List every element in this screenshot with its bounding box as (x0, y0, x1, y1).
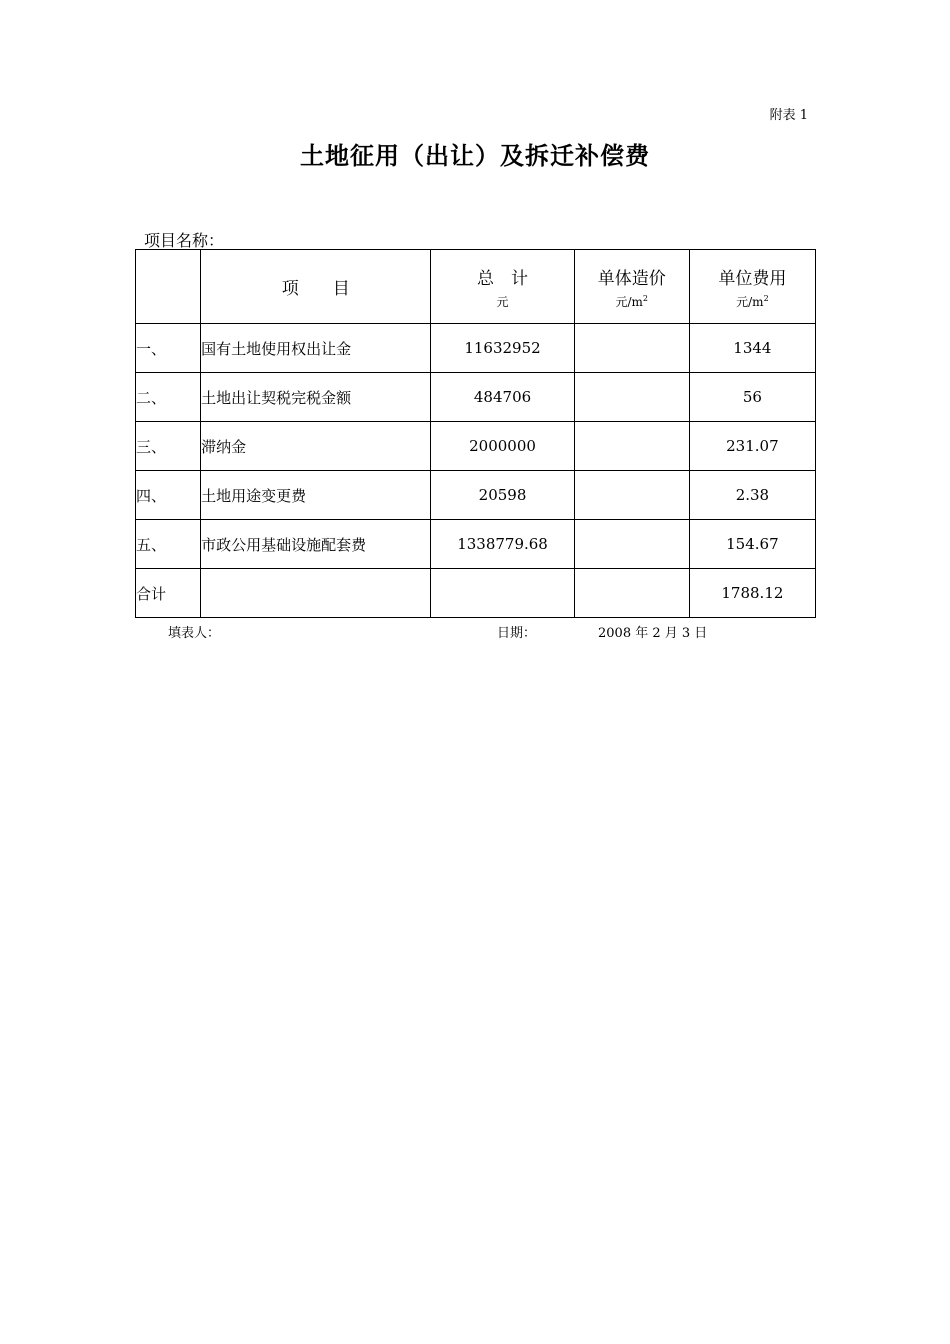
header-unit-price-unit (575, 293, 689, 310)
table-row (136, 520, 816, 569)
unit-fee-unit-text: 元/m (736, 294, 764, 309)
row-item: 国有土地使用权出让金 (201, 324, 431, 373)
row-unit-price (574, 422, 689, 471)
table-header-row (136, 250, 816, 324)
header-unit-price (574, 250, 689, 324)
total-row-item (201, 569, 431, 618)
header-total-unit: 元 (496, 294, 509, 309)
row-number: 三、 (136, 422, 201, 471)
unit-price-unit-text: 元/m (615, 294, 643, 309)
row-unit-price (574, 373, 689, 422)
row-number: 二、 (136, 373, 201, 422)
page-title: 土地征用（出让）及拆迁补偿费 (300, 142, 650, 170)
row-total: 1338779.68 (431, 520, 574, 569)
row-number: 四、 (136, 471, 201, 520)
row-total: 20598 (431, 471, 574, 520)
row-total: 2000000 (431, 422, 574, 471)
table-row (136, 471, 816, 520)
header-unit-fee (689, 250, 815, 324)
row-item: 滞纳金 (201, 422, 431, 471)
appendix-label: 附表 1 (769, 108, 808, 123)
row-unit-fee: 56 (689, 373, 815, 422)
header-item (201, 250, 431, 324)
cost-table (135, 249, 816, 618)
header-item-label: 项 目 (281, 279, 350, 299)
total-row-label: 合计 (136, 569, 201, 618)
row-unit-fee: 154.67 (689, 520, 815, 569)
total-row-unit-price (574, 569, 689, 618)
table-total-row (136, 569, 816, 618)
header-total (431, 250, 574, 324)
row-item: 土地出让契税完税金额 (201, 373, 431, 422)
row-number: 一、 (136, 324, 201, 373)
project-name-label: 项目名称： (144, 231, 225, 250)
header-unit-fee-label: 单位费用 (718, 268, 787, 289)
header-number (136, 250, 201, 324)
row-unit-fee: 1344 (689, 324, 815, 373)
row-unit-price (574, 471, 689, 520)
table-row (136, 373, 816, 422)
filler-label: 填表人： (168, 626, 221, 641)
row-unit-price (574, 520, 689, 569)
header-unit-fee-unit (690, 293, 815, 310)
unit-fee-unit-exponent: 2 (763, 293, 769, 303)
header-total-label: 总 计 (477, 268, 529, 289)
total-row-total (431, 569, 574, 618)
row-total: 484706 (431, 373, 574, 422)
total-row-unit-fee: 1788.12 (689, 569, 815, 618)
row-unit-price (574, 324, 689, 373)
row-number: 五、 (136, 520, 201, 569)
date-value: 2008 年 2 月 3 日 (598, 626, 708, 641)
row-total: 11632952 (431, 324, 574, 373)
date-label: 日期： (497, 626, 537, 641)
row-unit-fee: 2.38 (689, 471, 815, 520)
table-row (136, 324, 816, 373)
row-unit-fee: 231.07 (689, 422, 815, 471)
header-unit-price-label: 单体造价 (597, 268, 666, 289)
table-row (136, 422, 816, 471)
row-item: 市政公用基础设施配套费 (201, 520, 431, 569)
unit-price-unit-exponent: 2 (642, 293, 648, 303)
row-item: 土地用途变更费 (201, 471, 431, 520)
